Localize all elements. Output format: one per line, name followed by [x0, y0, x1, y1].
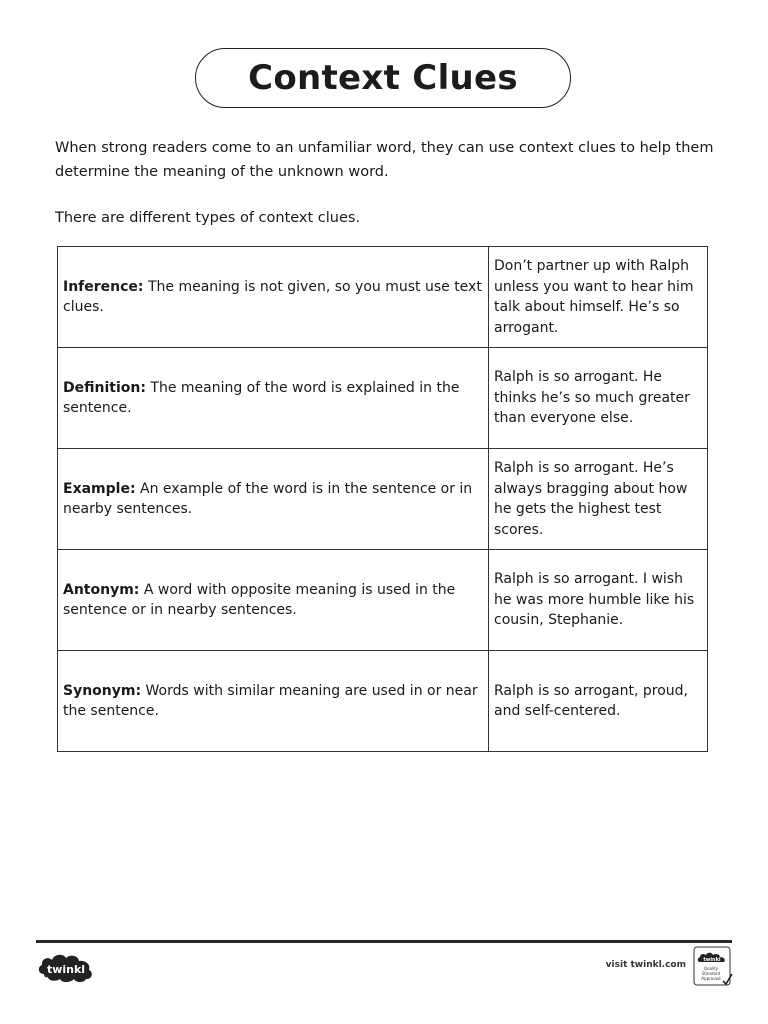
clue-description: Words with similar meaning are used in or near the sentence. — [63, 682, 478, 719]
page-title: Context Clues — [248, 58, 518, 98]
visit-link[interactable]: visit twinkl.com — [605, 960, 686, 970]
clue-description: A word with opposite meaning is used in the sentence or in nearby sentences. — [63, 581, 456, 618]
table-row — [58, 449, 708, 550]
clue-description-cell — [58, 449, 489, 550]
badge-brand: twinkl — [703, 957, 721, 963]
title-banner — [195, 48, 571, 108]
clue-example-cell: Ralph is so arrogant. He thinks he’s so much greater than everyone else. — [489, 348, 708, 449]
quality-badge — [693, 946, 733, 988]
table-row — [58, 550, 708, 651]
clue-description: The meaning is not given, so you must use text clues. — [63, 278, 482, 315]
context-clues-table — [57, 246, 708, 752]
table-row — [58, 348, 708, 449]
clue-example-cell: Ralph is so arrogant, proud, and self-centered. — [489, 651, 708, 752]
clue-term: Definition: — [63, 379, 146, 396]
clue-description: An example of the word is in the sentence or in nearby sentences. — [63, 480, 473, 517]
clue-example-cell: Don’t partner up with Ralph unless you want to hear him talk about himself. He’s so arrogant. — [489, 247, 708, 348]
footer-divider — [36, 940, 732, 943]
logo-text: twinkl — [46, 963, 86, 976]
twinkl-logo[interactable] — [36, 950, 96, 984]
clue-description-cell — [58, 550, 489, 651]
clue-description: The meaning of the word is explained in the sentence. — [63, 379, 460, 416]
badge-text: Quality Standard Approved — [701, 966, 721, 981]
clue-description-cell — [58, 651, 489, 752]
intro-paragraph: When strong readers come to an unfamiliar word, they can use context clues to help them determine the meaning of the unknown word. — [55, 140, 714, 180]
clue-example-cell: Ralph is so arrogant. I wish he was more humble like his cousin, Stephanie. — [489, 550, 708, 651]
table-row — [58, 247, 708, 348]
clue-term: Synonym: — [63, 682, 142, 699]
intro-subtitle: There are different types of context clues. — [55, 210, 361, 226]
table-row — [58, 651, 708, 752]
clue-term: Antonym: — [63, 581, 140, 598]
clue-term: Inference: — [63, 278, 144, 295]
clue-term: Example: — [63, 480, 136, 497]
clue-example-cell: Ralph is so arrogant. He’s always bragging about how he gets the highest test scores. — [489, 449, 708, 550]
clue-description-cell — [58, 247, 489, 348]
clue-description-cell — [58, 348, 489, 449]
